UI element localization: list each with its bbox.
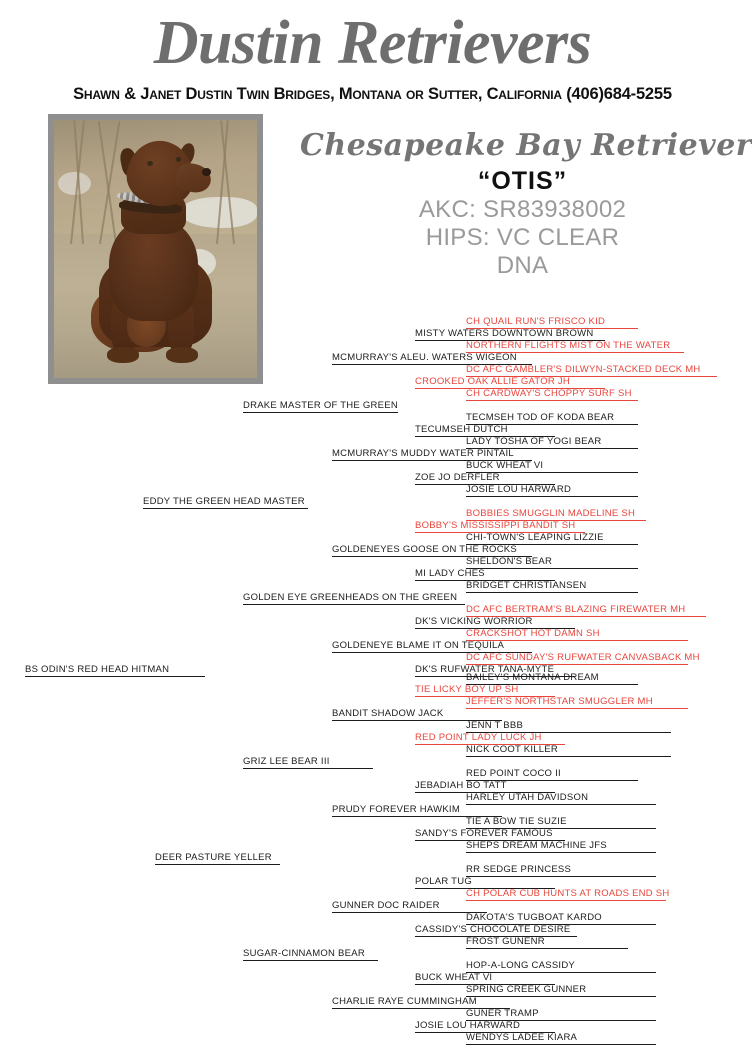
breed-name: Chesapeake Bay Retriever [300, 128, 752, 163]
pedigree-entry-name: NORTHERN FLIGHTS MIST ON THE WATER [466, 340, 671, 351]
pedigree-entry-name: CHI-TOWN'S LEAPING LIZZIE [466, 532, 604, 543]
pedigree-entry-name: GOLDEN EYE GREENHEADS ON THE GREEN [243, 592, 458, 603]
pedigree-entry-name: BUCK WHEAT VI [415, 972, 493, 983]
pedigree-entry-name: DEER PASTURE YELLER [155, 852, 272, 863]
pedigree-entry-name: TECMSEH TOD OF KODA BEAR [466, 412, 615, 423]
pedigree-entry-name: BANDIT SHADOW JACK [332, 708, 444, 719]
pedigree-entry-name: JOSIE LOU HARWARD [415, 1020, 521, 1031]
pedigree-entry-name: RR SEDGE PRINCESS [466, 864, 572, 875]
pedigree-entry-name: HARLEY UTAH DAVIDSON [466, 792, 589, 803]
pedigree-entry-name: BAILEY'S MONTANA DREAM [466, 672, 599, 683]
pedigree-entry-name: GOLDENEYES GOOSE ON THE ROCKS [332, 544, 517, 555]
pedigree-entry-name: PRUDY FOREVER HAWKIM [332, 804, 460, 815]
pedigree-entry-name: CRACKSHOT HOT DAMN SH [466, 628, 600, 639]
pedigree-entry-name: ZOE JO DERFLER [415, 472, 500, 483]
pedigree-entry-name: GRIZ LEE BEAR III [243, 756, 330, 767]
pedigree-entry-name: GUNNER DOC RAIDER [332, 900, 440, 911]
pedigree-entry-name: CH QUAIL RUN'S FRISCO KID [466, 316, 606, 327]
contact-line: Shawn & Janet Dustin Twin Bridges, Montana or Sutter, California (406)684-5255 [73, 85, 672, 103]
pedigree-entry-name: BOBBY'S MISSISSIPPI BANDIT SH [415, 520, 576, 531]
pedigree-entry-name: SUGAR-CINNAMON BEAR [243, 948, 365, 959]
pedigree-entry-name: JOSIE LOU HARWARD [466, 484, 572, 495]
pedigree-entry [155, 852, 280, 865]
pedigree-entry [25, 664, 205, 677]
pedigree-entry-name: BUCK WHEAT VI [466, 460, 544, 471]
pedigree-entry-name: JENN T BBB [466, 720, 524, 731]
pedigree-entry-name: HOP-A-LONG CASSIDY [466, 960, 576, 971]
call-name: “OTIS” [477, 167, 568, 195]
akc-number: AKC: SR83938002 [418, 196, 627, 223]
pedigree-entry-name: RED POINT COCO II [466, 768, 561, 779]
pedigree-entry-name: SANDY'S FOREVER FAMOUS [415, 828, 553, 839]
pedigree-entry [243, 948, 378, 961]
pedigree-entry-name: EDDY THE GREEN HEAD MASTER [143, 496, 305, 507]
pedigree-entry-name: CH POLAR CUB HUNTS AT ROADS END SH [466, 888, 670, 899]
pedigree-entry-name: BOBBIES SMUGGLIN MADELINE SH [466, 508, 636, 519]
pedigree-entry-name: TIE LICKY BOY UP SH [415, 684, 519, 695]
pedigree-entry-name: SHELDON'S BEAR [466, 556, 553, 567]
page-title: Dustin Retrievers [153, 9, 592, 77]
pedigree-entry [466, 744, 671, 757]
pedigree-entry-name: BS ODIN'S RED HEAD HITMAN [25, 664, 170, 675]
pedigree-entry [466, 1032, 656, 1045]
pedigree-entry [143, 496, 308, 509]
pedigree-entry-name: TIE A BOW TIE SUZIE [466, 816, 567, 827]
pedigree-entry-name: BRIDGET CHRISTIANSEN [466, 580, 587, 591]
pedigree-entry-name: CROOKED OAK ALLIE GATOR JH [415, 376, 571, 387]
pedigree-entry-name: POLAR TUG [415, 876, 472, 887]
pedigree-entry-name: MISTY WATERS DOWNTOWN BROWN [415, 328, 594, 339]
pedigree-entry [332, 900, 487, 913]
pedigree-entry [466, 936, 628, 949]
pedigree-entry-name: DAKOTA'S TUGBOAT KARDO [466, 912, 602, 923]
pedigree-entry-name: WENDYS LADEE KIARA [466, 1032, 578, 1043]
pedigree-entry-name: FROST GUNENR [466, 936, 545, 947]
dna-status: DNA [496, 252, 549, 279]
pedigree-entry-name: GOLDENEYE BLAME IT ON TEQUILA [332, 640, 505, 651]
pedigree-entry [466, 388, 638, 401]
pedigree-entry-name: NICK COOT KILLER [466, 744, 558, 755]
pedigree-entry-name: DK'S VICKING WORRIOR [415, 616, 533, 627]
pedigree-entry-name: DC AFC SUNDAY'S RUFWATER CANVASBACK MH [466, 652, 700, 663]
pedigree-entry-name: DK'S RUFWATER TANA-MYTE [415, 664, 555, 675]
pedigree-entry [243, 756, 373, 769]
pedigree-entry-name: MI LADY CHES [415, 568, 485, 579]
pedigree-entry-name: TECUMSEH DUTCH [415, 424, 508, 435]
pedigree-entry [243, 400, 398, 413]
pedigree-entry [466, 484, 638, 497]
pedigree-entry-name: DRAKE MASTER OF THE GREEN [243, 400, 398, 411]
pedigree-entry-name: CHARLIE RAYE CUMMINGHAM [332, 996, 477, 1007]
pedigree-entry-name: CH CARDWAY'S CHOPPY SURF SH [466, 388, 632, 399]
hips-rating: HIPS: VC CLEAR [425, 224, 620, 251]
pedigree-entry-name: MCMURRAY'S MUDDY WATER PINTAIL [332, 448, 514, 459]
pedigree-entry-name: CASSIDY'S CHOCOLATE DESIRE [415, 924, 571, 935]
pedigree-entry-name: DC AFC BERTRAM'S BLAZING FIREWATER MH [466, 604, 686, 615]
pedigree-entry [466, 840, 656, 853]
pedigree-entry [243, 592, 465, 605]
pedigree-entry-name: LADY TOSHA OF YOGI BEAR [466, 436, 602, 447]
pedigree-entry-name: JEBADIAH BO TATT [415, 780, 507, 791]
pedigree-entry-name: JEFFER'S NORTHSTAR SMUGGLER MH [466, 696, 653, 707]
pedigree-entry-name: SHEPS DREAM MACHINE JFS [466, 840, 607, 851]
pedigree-entry-name: DC AFC GAMBLER'S DILWYN-STACKED DECK MH [466, 364, 701, 375]
pedigree-entry-name: SPRING CREEK GUNNER [466, 984, 587, 995]
pedigree-entry-name: RED POINT LADY LUCK JH [415, 732, 542, 743]
pedigree-entry [466, 888, 670, 901]
pedigree-entry [466, 580, 638, 593]
pedigree-entry-name: MCMURRAY'S ALEU. WATERS WIGEON [332, 352, 517, 363]
pedigree-entry-name: GUNER TRAMP [466, 1008, 539, 1019]
